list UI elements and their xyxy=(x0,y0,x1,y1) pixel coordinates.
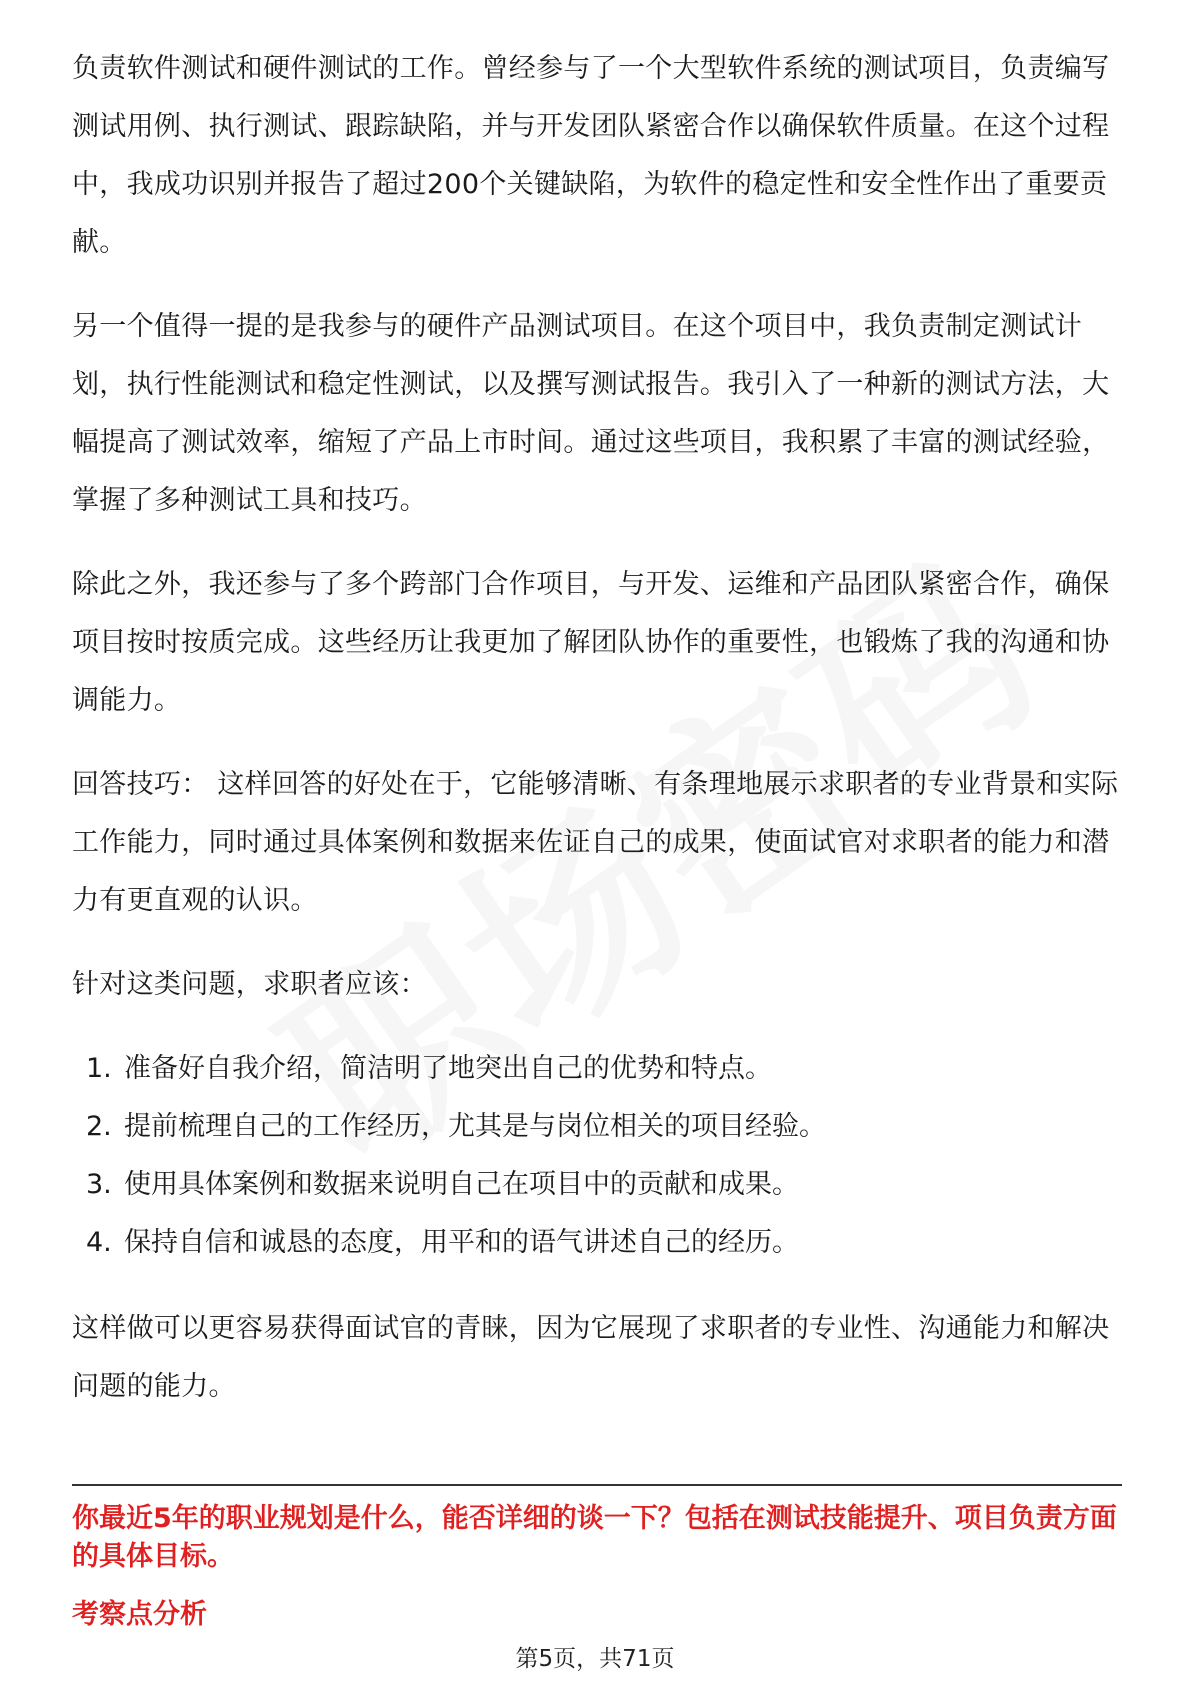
advice-list xyxy=(72,1040,1122,1272)
list-item-number: 4. xyxy=(86,1227,112,1258)
paragraph-answer-tips: 回答技巧： 这样回答的好处在于，它能够清晰、有条理地展示求职者的专业背景和实际工作能力，同时通过具体案例和数据来佐证自己的成果，使面试官对求职者的能力和潜力有更直观的认识。 xyxy=(72,769,1119,916)
list-item xyxy=(72,1156,1122,1214)
paragraph-hardware-project: 另一个值得一提的是我参与的硬件产品测试项目。在这个项目中，我负责制定测试计划，执行性能测试和稳定性测试，以及撰写测试报告。我引入了一种新的测试方法，大幅提高了测试效率，缩短了产品上市时间。通过这些项目，我积累了丰富的测试经验，掌握了多种测试工具和技巧。 xyxy=(72,311,1110,516)
list-item-number: 1. xyxy=(86,1053,112,1084)
interview-question: 你最近5年的职业规划是什么，能否详细的谈一下？包括在测试技能提升、项目负责方面的具体目标。 xyxy=(72,1503,1117,1572)
list-item xyxy=(72,1214,1122,1272)
section-divider xyxy=(72,1484,1122,1486)
paragraph-list-intro: 针对这类问题，求职者应该： xyxy=(72,969,427,1000)
paragraph-cross-team: 除此之外，我还参与了多个跨部门合作项目，与开发、运维和产品团队紧密合作，确保项目按时按质完成。这些经历让我更加了解团队协作的重要性，也锻炼了我的沟通和协调能力。 xyxy=(72,569,1110,716)
list-item xyxy=(72,1098,1122,1156)
page-number: 第5页，共71页 xyxy=(515,1646,675,1672)
paragraph-testing-experience: 负责软件测试和硬件测试的工作。曾经参与了一个大型软件系统的测试项目，负责编写测试用例、执行测试、跟踪缺陷，并与开发团队紧密合作以确保软件质量。在这个过程中，我成功识别并报告了超过200个关键缺陷，为软件的稳定性和安全性作出了重要贡献。 xyxy=(72,53,1110,258)
list-item-text: 使用具体案例和数据来说明自己在项目中的贡献和成果。 xyxy=(124,1169,799,1200)
paragraph-closing: 这样做可以更容易获得面试官的青睐，因为它展现了求职者的专业性、沟通能力和解决问题的能力。 xyxy=(72,1313,1110,1402)
section-heading: 考察点分析 xyxy=(72,1599,207,1630)
list-item-text: 提前梳理自己的工作经历，尤其是与岗位相关的项目经验。 xyxy=(124,1111,826,1142)
document-body xyxy=(72,40,1122,1442)
list-item-text: 保持自信和诚恳的态度，用平和的语气讲述自己的经历。 xyxy=(124,1227,799,1258)
list-item-text: 准备好自我介绍，简洁明了地突出自己的优势和特点。 xyxy=(124,1053,772,1084)
list-item xyxy=(72,1040,1122,1098)
list-item-number: 3. xyxy=(86,1169,112,1200)
list-item-number: 2. xyxy=(86,1111,112,1142)
